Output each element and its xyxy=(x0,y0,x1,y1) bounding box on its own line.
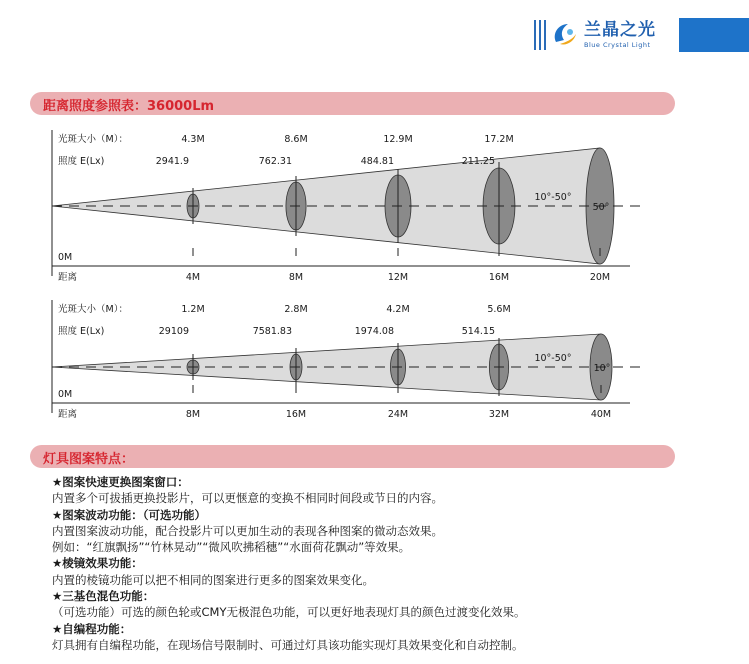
bottom-lux-value-2: 7581.83 xyxy=(252,326,292,337)
feature-description: 内置的棱镜功能可以把不相同的图案进行更多的图案效果变化。 xyxy=(52,572,374,587)
top-distance-value-3: 12M xyxy=(387,272,409,283)
bottom-distance-value-1: 8M xyxy=(185,409,201,420)
beam-illuminance-diagram xyxy=(0,120,749,420)
brand-color-block xyxy=(679,18,749,52)
bottom-spot-label: 光斑大小（M）： xyxy=(58,304,128,315)
section-title-illuminance: 距离照度参照表：36000Lm xyxy=(43,99,215,114)
section-title-features: 灯具图案特点： xyxy=(43,452,135,467)
top-lux-value-2: 762.31 xyxy=(258,156,292,167)
feature-title: ★棱镜效果功能： xyxy=(52,556,143,571)
feature-list xyxy=(52,474,732,653)
top-spot-value-4: 17.2M xyxy=(484,134,514,145)
feature-description: 内置多个可拔插更换投影片，可以更惬意的变换不相同时间段或节日的内容。 xyxy=(52,491,443,506)
bottom-end-angle: 10° xyxy=(593,363,611,374)
top-distance-value-4: 16M xyxy=(488,272,510,283)
top-spot-label: 光斑大小（M）： xyxy=(58,134,128,145)
brand-logo xyxy=(534,18,749,52)
bottom-spot-value-2: 2.8M xyxy=(284,304,308,315)
top-lux-value-4: 211.25 xyxy=(461,156,495,167)
top-distance-value-1: 4M xyxy=(185,272,201,283)
bottom-zero-label: 0M xyxy=(58,389,73,400)
top-end-angle: 50° xyxy=(592,202,610,213)
bottom-angle-range: 10°-50° xyxy=(534,353,572,364)
logo-stripes xyxy=(534,20,546,50)
bottom-distance-value-2: 16M xyxy=(285,409,307,420)
feature-description: （可选功能）可选的颜色轮或CMY无极混色功能，可以更好地表现灯具的颜色过渡变化效果。 xyxy=(52,605,526,620)
feature-description: 灯具拥有自编程功能，在现场信号限制时、可通过灯具该功能实现灯具效果变化和自动控制。 xyxy=(52,637,524,652)
feature-title: ★图案波动功能：（可选功能） xyxy=(52,507,207,522)
top-angle-range: 10°-50° xyxy=(534,192,572,203)
bottom-lux-value-3: 1974.08 xyxy=(354,326,394,337)
top-distance-label: 距离 xyxy=(58,272,78,283)
top-lux-label: 照度 E(Lx) xyxy=(58,156,105,167)
bottom-distance-value-4: 32M xyxy=(488,409,510,420)
bottom-distance-value-5: 40M xyxy=(590,409,612,420)
brand-name-cn: 兰晶之光 xyxy=(584,19,656,40)
bottom-distance-value-3: 24M xyxy=(387,409,409,420)
feature-title: ★三基色混色功能： xyxy=(52,589,155,604)
top-spot-value-2: 8.6M xyxy=(284,134,308,145)
bottom-lux-label: 照度 E(Lx) xyxy=(58,326,105,337)
bottom-distance-label: 距离 xyxy=(58,409,78,420)
top-lux-value-3: 484.81 xyxy=(360,156,394,167)
feature-title: ★自编程功能： xyxy=(52,621,132,636)
brand-name-en: Blue Crystal Light xyxy=(584,40,651,49)
bottom-spot-value-1: 1.2M xyxy=(181,304,205,315)
feature-description: 内置图案波动功能，配合投影片可以更加生动的表现各种图案的微动态效果。 xyxy=(52,523,443,538)
crystal-logo-icon xyxy=(550,20,580,50)
bottom-spot-value-4: 5.6M xyxy=(487,304,511,315)
section-title-bar-illuminance xyxy=(30,92,675,115)
top-lux-value-1: 2941.9 xyxy=(155,156,189,167)
bottom-lux-value-1: 29109 xyxy=(158,326,189,337)
top-zero-label: 0M xyxy=(58,252,73,263)
bottom-lux-value-4: 514.15 xyxy=(461,326,495,337)
feature-title: ★图案快速更换图案窗口： xyxy=(52,475,189,489)
section-title-bar-features xyxy=(30,445,675,468)
feature-description: 例如：“红旗飘扬”“竹林晃动”“微风吹拂稻穗”“水面荷花飘动”等效果。 xyxy=(52,540,411,555)
top-spot-value-3: 12.9M xyxy=(383,134,413,145)
bottom-spot-value-3: 4.2M xyxy=(386,304,410,315)
top-spot-value-1: 4.3M xyxy=(181,134,205,145)
top-distance-value-5: 20M xyxy=(589,272,611,283)
top-distance-value-2: 8M xyxy=(288,272,304,283)
